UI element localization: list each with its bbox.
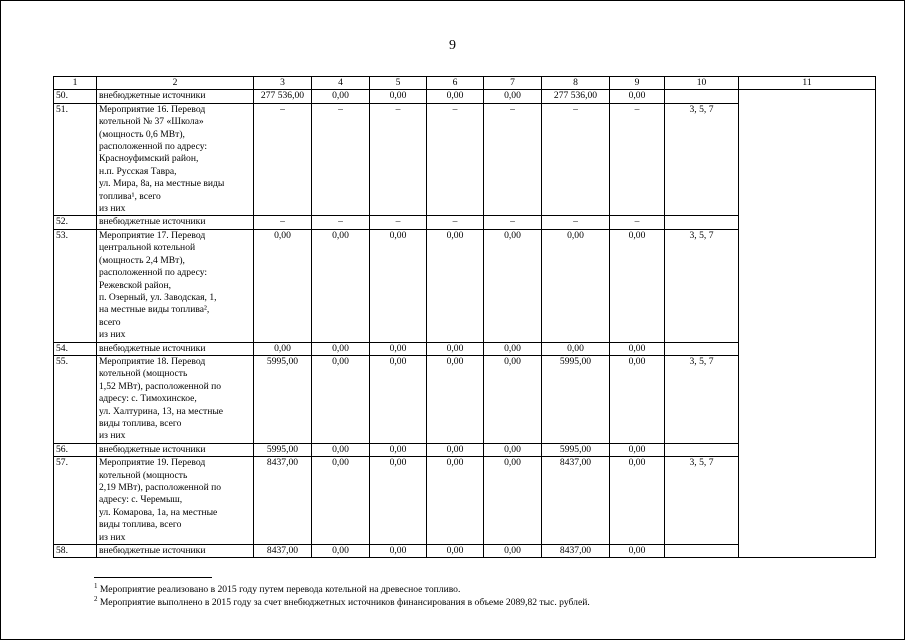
row-number: 56. <box>54 443 97 456</box>
value-col-9: – <box>610 216 665 229</box>
value-col-7: 0,00 <box>484 229 542 342</box>
row-number: 55. <box>54 355 97 443</box>
description-line: п. Озерный, ул. Заводская, 1, <box>99 291 217 303</box>
target-indicator-ref: 3, 5, 7 <box>665 229 739 342</box>
description-line: (мощность 2,4 МВт), <box>99 254 185 266</box>
value-col-6: – <box>427 216 484 229</box>
target-indicator-ref <box>665 216 739 229</box>
value-col-3: – <box>254 216 312 229</box>
column-number-10: 10 <box>665 77 739 90</box>
column-number-5: 5 <box>370 77 427 90</box>
value-col-7: 0,00 <box>484 355 542 443</box>
column-number-7: 7 <box>484 77 542 90</box>
value-col-9: 0,00 <box>610 90 665 103</box>
description-line: внебюджетные источники <box>99 90 206 102</box>
value-col-7: – <box>484 216 542 229</box>
footnote-2: $^2$ Мероприятие выполнено в 2015 году за счет внебюджетных источников финансирования в объеме 2089,82 тыс. рублей. <box>94 594 590 608</box>
description-line: адресу: с. Тимохинское, <box>99 393 197 405</box>
description-line: (мощность 0,6 МВт), <box>99 128 185 140</box>
row-number: 52. <box>54 216 97 229</box>
row-description <box>97 342 254 355</box>
value-col-3: 0,00 <box>254 342 312 355</box>
value-col-5: 0,00 <box>370 90 427 103</box>
footnote-1: $^1$ Мероприятие реализовано в 2015 году путем перевода котельной на древесное топливо. <box>94 581 461 595</box>
column-number-8: 8 <box>542 77 610 90</box>
row-number: 51. <box>54 103 97 216</box>
value-col-5: 0,00 <box>370 355 427 443</box>
description-line: из них <box>99 430 126 442</box>
description-line: ул. Халтурина, 13, на местные <box>99 405 224 417</box>
value-col-4: 0,00 <box>312 545 370 558</box>
value-col-8: 277 536,00 <box>542 90 610 103</box>
value-col-7: 0,00 <box>484 443 542 456</box>
value-col-5: 0,00 <box>370 457 427 545</box>
value-col-4: 0,00 <box>312 457 370 545</box>
value-col-9: 0,00 <box>610 545 665 558</box>
value-col-9: 0,00 <box>610 355 665 443</box>
column-number-row <box>54 77 876 90</box>
funding-table <box>53 76 876 558</box>
value-col-3: 0,00 <box>254 229 312 342</box>
column-number-3: 3 <box>254 77 312 90</box>
value-col-3: 5995,00 <box>254 443 312 456</box>
column-11-cell <box>739 90 876 558</box>
value-col-3: 8437,00 <box>254 545 312 558</box>
value-col-8: – <box>542 103 610 216</box>
row-number: 53. <box>54 229 97 342</box>
row-description <box>97 90 254 103</box>
value-col-8: 5995,00 <box>542 355 610 443</box>
description-line: виды топлива, всего <box>99 519 182 531</box>
description-line: 2,19 МВт), расположенной по <box>99 482 222 493</box>
value-col-6: 0,00 <box>427 90 484 103</box>
description-line: из них <box>99 203 126 215</box>
value-col-6: 0,00 <box>427 443 484 456</box>
value-col-4: 0,00 <box>312 342 370 355</box>
column-number-6: 6 <box>427 77 484 90</box>
row-description <box>97 443 254 456</box>
value-col-8: 0,00 <box>542 342 610 355</box>
row-number: 54. <box>54 342 97 355</box>
value-col-9: 0,00 <box>610 342 665 355</box>
value-col-5: 0,00 <box>370 443 427 456</box>
target-indicator-ref <box>665 545 739 558</box>
description-line: топлива¹, всего <box>99 190 161 202</box>
description-line: центральной котельной <box>99 242 196 254</box>
value-col-6: 0,00 <box>427 342 484 355</box>
value-col-9: 0,00 <box>610 229 665 342</box>
row-description <box>97 229 254 342</box>
value-col-3: 5995,00 <box>254 355 312 443</box>
row-number: 50. <box>54 90 97 103</box>
description-line: виды топлива, всего <box>99 417 182 429</box>
target-indicator-ref: 3, 5, 7 <box>665 103 739 216</box>
value-col-4: 0,00 <box>312 229 370 342</box>
footnote-divider <box>94 577 212 578</box>
row-description <box>97 355 254 443</box>
value-col-6: 0,00 <box>427 355 484 443</box>
value-col-4: – <box>312 103 370 216</box>
target-indicator-ref: 3, 5, 7 <box>665 355 739 443</box>
value-col-5: 0,00 <box>370 342 427 355</box>
value-col-7: – <box>484 103 542 216</box>
value-col-4: 0,00 <box>312 90 370 103</box>
row-description <box>97 457 254 545</box>
description-line: Режевской район, <box>99 279 171 291</box>
description-line: внебюджетные источники <box>99 342 206 354</box>
target-indicator-ref <box>665 342 739 355</box>
value-col-9: – <box>610 103 665 216</box>
row-description <box>97 103 254 216</box>
description-line: Красноуфимский район, <box>99 153 199 165</box>
description-line: из них <box>99 329 126 341</box>
value-col-5: 0,00 <box>370 229 427 342</box>
value-col-3: – <box>254 103 312 216</box>
description-line: Мероприятие 17. Перевод <box>99 229 206 241</box>
description-line: внебюджетные источники <box>99 216 206 228</box>
value-col-6: – <box>427 103 484 216</box>
value-col-5: – <box>370 103 427 216</box>
description-line: котельной № 37 «Школа» <box>99 116 204 128</box>
row-number: 57. <box>54 457 97 545</box>
description-line: котельной (мощность <box>99 469 188 481</box>
row-description <box>97 545 254 558</box>
column-number-2: 2 <box>97 77 254 90</box>
description-line: на местные виды топлива², <box>99 304 210 316</box>
value-col-5: 0,00 <box>370 545 427 558</box>
value-col-8: 0,00 <box>542 229 610 342</box>
value-col-3: 277 536,00 <box>254 90 312 103</box>
value-col-7: 0,00 <box>484 342 542 355</box>
description-line: 1,52 МВт), расположенной по <box>99 380 222 392</box>
description-line: расположенной по адресу: <box>99 267 208 279</box>
value-col-7: 0,00 <box>484 457 542 545</box>
description-line: внебюджетные источники <box>99 545 206 557</box>
table-body <box>54 77 876 558</box>
value-col-4: 0,00 <box>312 355 370 443</box>
column-number-9: 9 <box>610 77 665 90</box>
description-line: ул. Мира, 8а, на местные виды <box>99 178 225 190</box>
value-col-5: – <box>370 216 427 229</box>
value-col-4: 0,00 <box>312 443 370 456</box>
description-line: Мероприятие 19. Перевод <box>99 457 206 469</box>
value-col-8: – <box>542 216 610 229</box>
table-row <box>54 90 876 103</box>
description-line: внебюджетные источники <box>99 443 206 455</box>
column-number-1: 1 <box>54 77 97 90</box>
value-col-6: 0,00 <box>427 229 484 342</box>
value-col-9: 0,00 <box>610 443 665 456</box>
value-col-6: 0,00 <box>427 545 484 558</box>
description-line: всего <box>99 316 121 328</box>
description-line: расположенной по адресу: <box>99 141 208 153</box>
value-col-8: 8437,00 <box>542 545 610 558</box>
value-col-7: 0,00 <box>484 90 542 103</box>
value-col-6: 0,00 <box>427 457 484 545</box>
value-col-8: 8437,00 <box>542 457 610 545</box>
description-line: Мероприятие 16. Перевод <box>99 103 206 115</box>
description-line: котельной (мощность <box>99 368 188 380</box>
row-description <box>97 216 254 229</box>
description-line: Мероприятие 18. Перевод <box>99 355 206 367</box>
value-col-9: 0,00 <box>610 457 665 545</box>
page-number: 9 <box>449 38 456 53</box>
value-col-8: 5995,00 <box>542 443 610 456</box>
description-line: адресу: с. Черемыш, <box>99 494 183 506</box>
target-indicator-ref <box>665 90 739 103</box>
value-col-4: – <box>312 216 370 229</box>
column-number-11: 11 <box>739 77 876 90</box>
row-number: 58. <box>54 545 97 558</box>
value-col-3: 8437,00 <box>254 457 312 545</box>
description-line: н.п. Русская Тавра, <box>99 165 177 177</box>
value-col-7: 0,00 <box>484 545 542 558</box>
target-indicator-ref <box>665 443 739 456</box>
description-line: из них <box>99 531 126 543</box>
description-line: ул. Комарова, 1а, на местные <box>99 506 218 518</box>
target-indicator-ref: 3, 5, 7 <box>665 457 739 545</box>
column-number-4: 4 <box>312 77 370 90</box>
